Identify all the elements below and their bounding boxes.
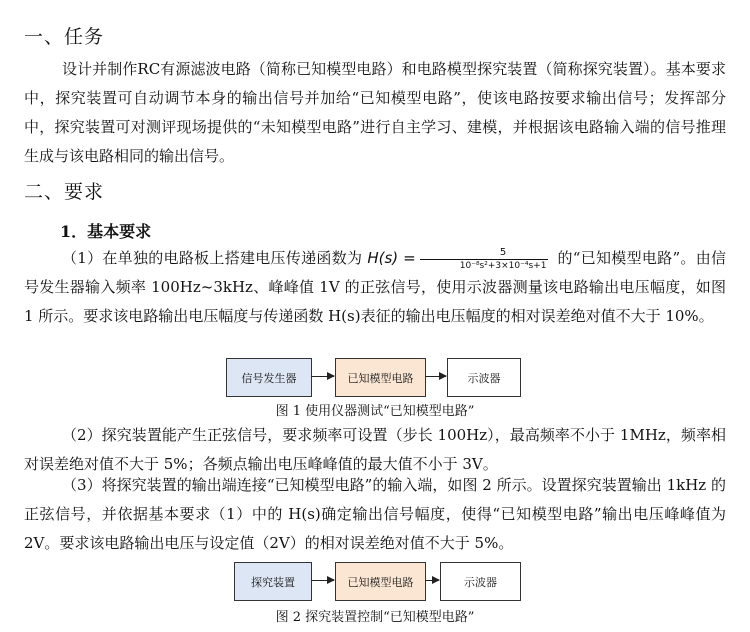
figure2-arrow-1 — [311, 580, 334, 581]
requirement-2-paragraph: （2）探究装置能产生正弦信号，要求频率可设置（步长 100Hz），最高频率不小于 1MHz，频率相对误差绝对值不大于 5%；各频点输出电压峰峰值的最大值不小于 3V。 — [24, 426, 726, 473]
figure1-known-model-box — [335, 358, 426, 397]
figure2-box-label-3: 示波器 — [464, 575, 497, 589]
section2-heading: 二、要求 — [24, 181, 105, 203]
figure2-box-label-2: 已知模型电路 — [347, 575, 414, 589]
figure2-oscilloscope-box — [440, 562, 521, 601]
figure1-box-label-3: 示波器 — [467, 371, 501, 385]
figure1-arrow-1 — [311, 376, 334, 377]
figure2-known-model-box — [335, 562, 426, 601]
fraction-numerator: 5 — [420, 247, 549, 260]
figure1-arrow-2 — [425, 376, 446, 377]
fraction-denominator: 10⁻⁸s²+3×10⁻⁴s+1 — [459, 260, 547, 271]
transfer-function-label: H(s) = — [367, 249, 416, 267]
section1-heading: 一、任务 — [24, 26, 105, 48]
basic-requirements-heading: 1．基本要求 — [60, 222, 152, 241]
figure2-probe-device-box — [234, 562, 312, 601]
req1-text-after: 的“已知模型电路”。由信号发生器输入频率 100Hz~3kHz、峰峰值 1V 的正弦信号，使用示波器测量该电路输出电压幅度，如图 1 所示。要求该电路输出电压幅度与传递函数 H(s)表征的输出电压幅度的相对误差绝对值不大于 10%。 — [24, 249, 726, 325]
transfer-function-fraction — [420, 247, 549, 272]
figure2-caption: 图 2 探究装置控制“已知模型电路” — [275, 610, 475, 625]
figure1-oscilloscope-box — [447, 358, 521, 397]
figure1-box-label-1: 信号发生器 — [241, 371, 297, 385]
figure2-box-label-1: 探究装置 — [251, 575, 295, 589]
figure1-box-label-2: 已知模型电路 — [347, 371, 414, 385]
figure2-arrow-2 — [425, 580, 439, 581]
figure1-signal-generator-box — [226, 358, 312, 397]
requirement-1-paragraph — [24, 244, 726, 331]
requirement-3-paragraph: （3）将探究装置的输出端连接“已知模型电路”的输入端，如图 2 所示。设置探究装置输出 1kHz 的正弦信号，并依据基本要求（1）中的 H(s)确定输出信号幅度，使得“已知模型电路”输出电压峰峰值为 2V。要求该电路输出电压与设定值（2V）的相对误差绝对值不大于 5%。 — [24, 476, 726, 552]
section1-paragraph: 设计并制作RC有源滤波电路（简称已知模型电路）和电路模型探究装置（简称探究装置）。基本要求中，探究装置可自动调节本身的输出信号并加给“已知模型电路”，使该电路按要求输出信号；发挥部分中，探究装置可对测评现场提供的“未知模型电路”进行自主学习、建模，并根据该电路输入端的信号推理生成与该电路相同的输出信号。 — [24, 60, 726, 165]
req1-text-before: （1）在单独的电路板上搭建电压传递函数为 — [62, 249, 363, 267]
figure1-caption: 图 1 使用仪器测试“已知模型电路” — [275, 404, 475, 419]
